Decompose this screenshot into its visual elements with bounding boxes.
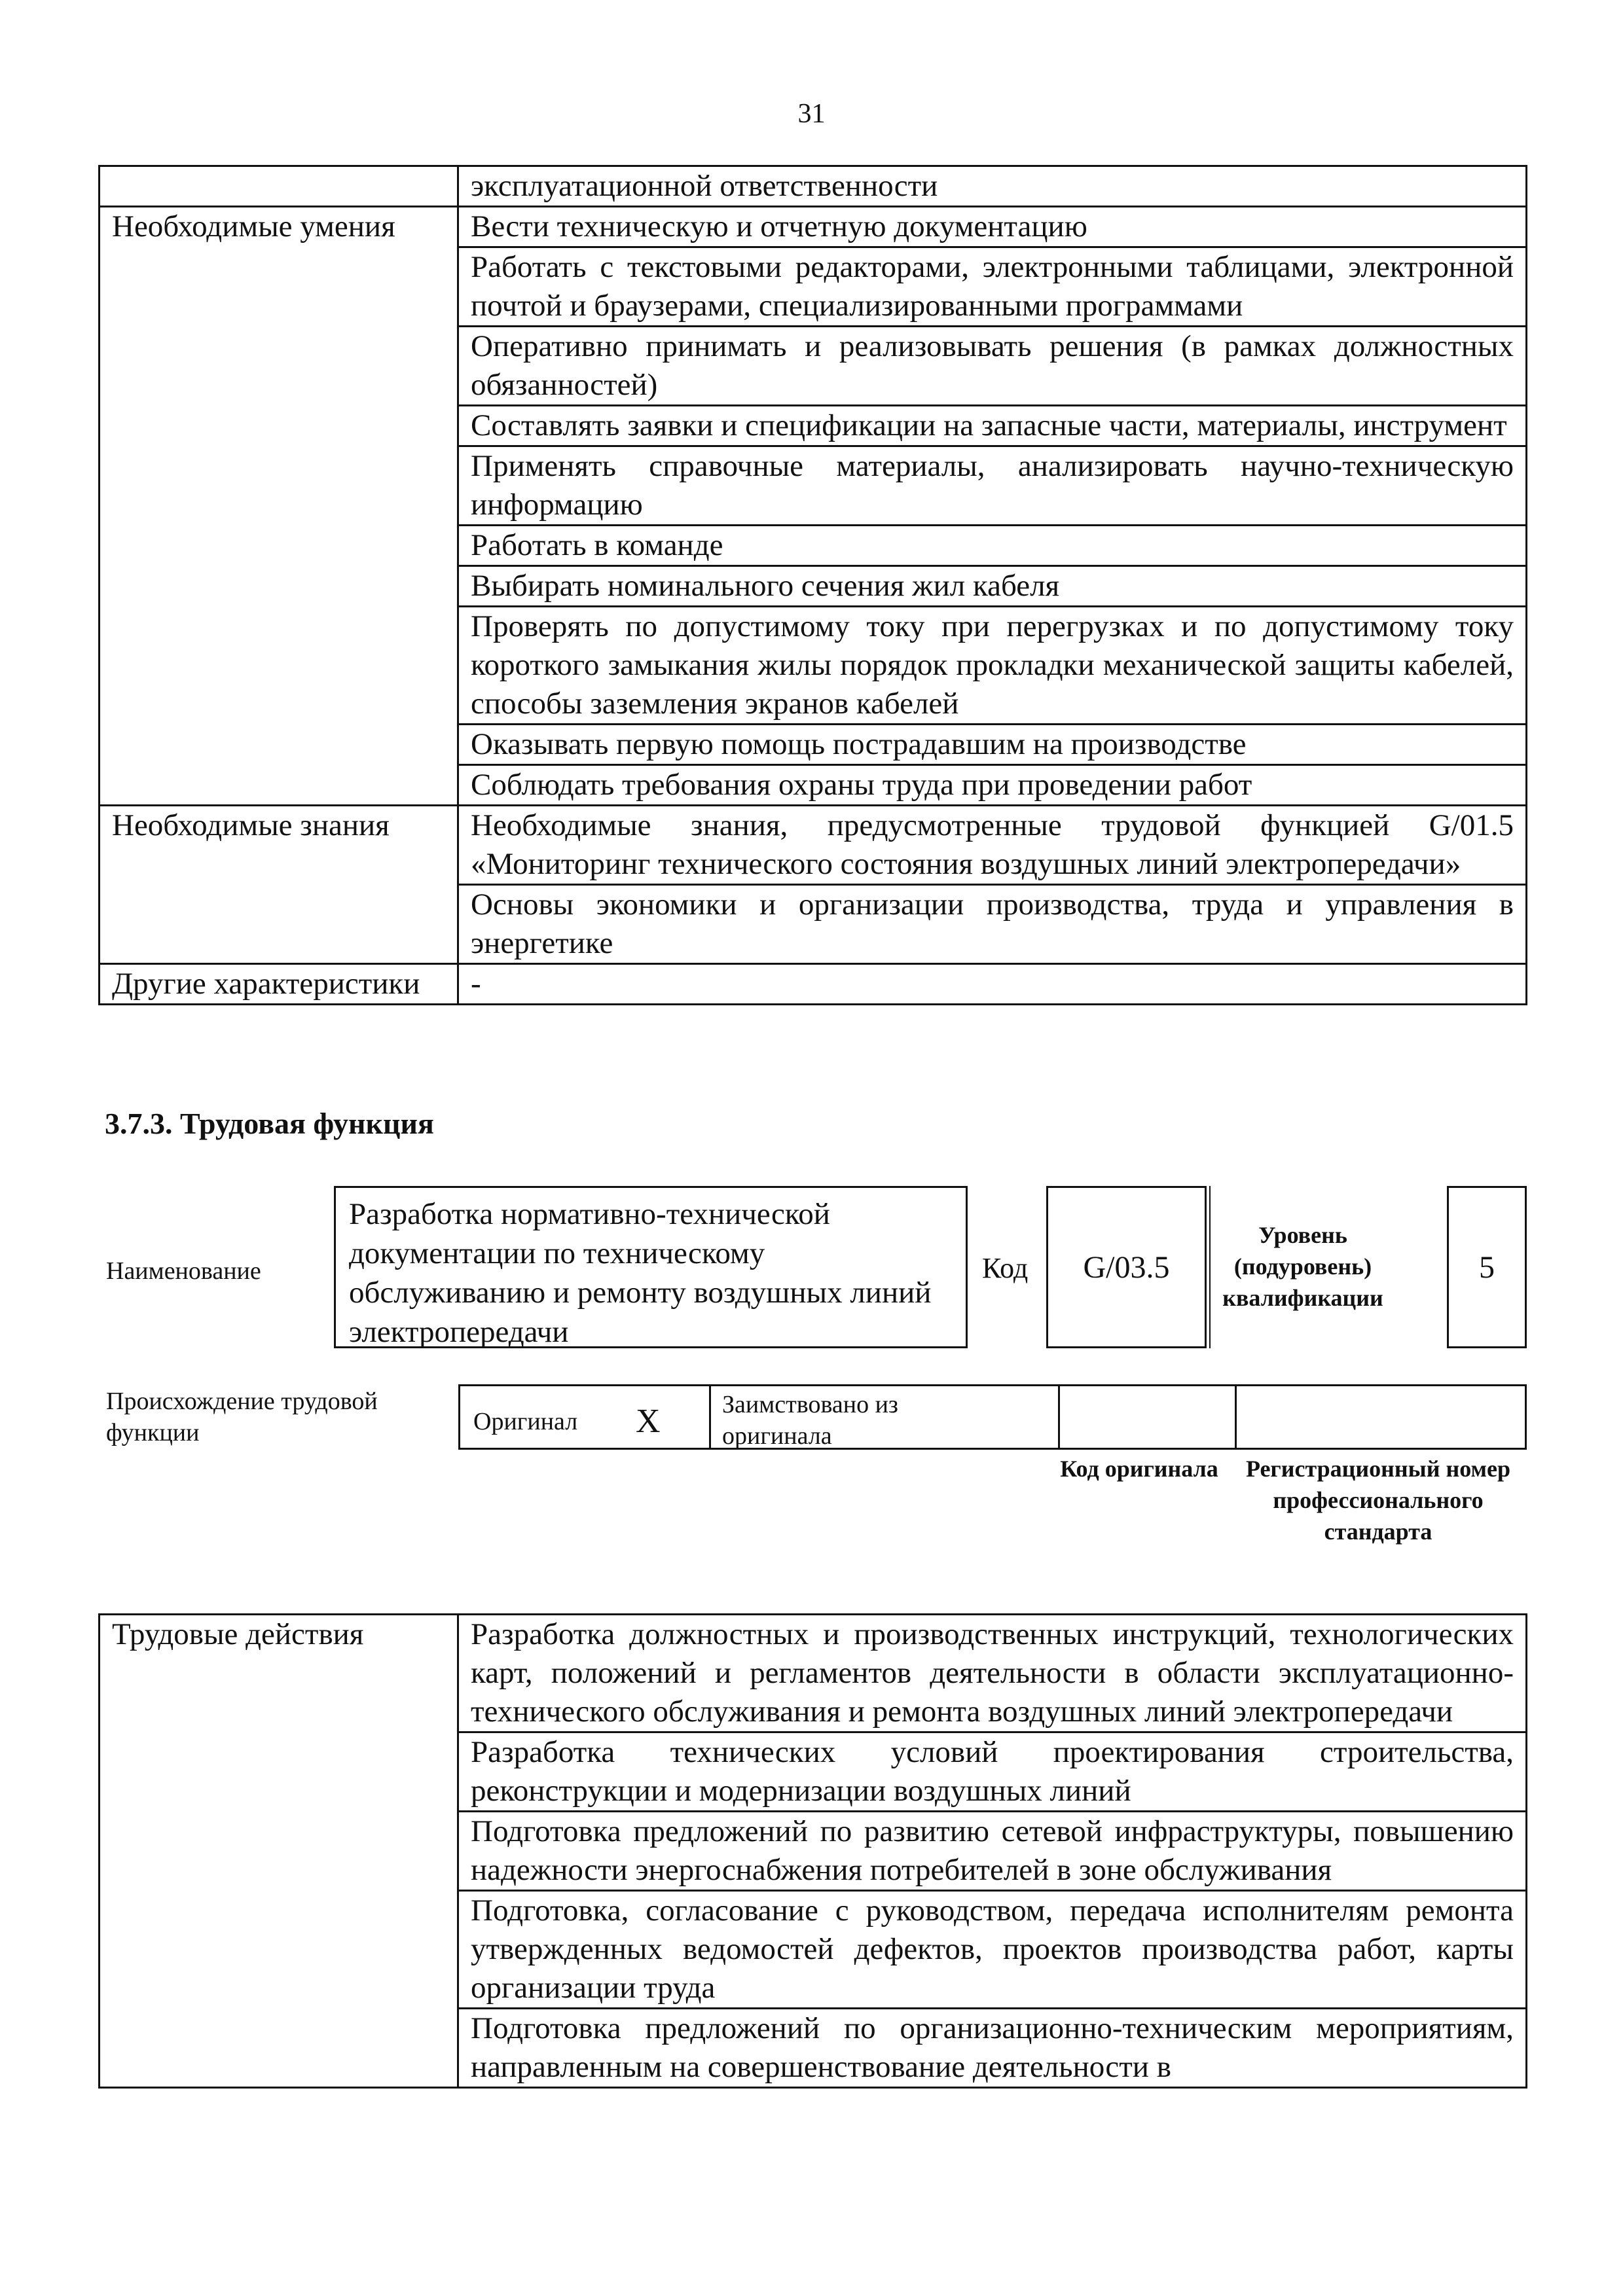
table-cell: Работать с текстовыми редакторами, электронными таблицами, электронной почтой и браузерами, специализированными программами bbox=[458, 247, 1527, 327]
section-title: 3.7.3. Трудовая функция bbox=[105, 1107, 434, 1140]
table-cell: - bbox=[458, 964, 1527, 1005]
table-cell: Работать в команде bbox=[458, 526, 1527, 566]
row-label-actions: Трудовые действия bbox=[100, 1615, 458, 2088]
table-cell: Проверять по допустимому току при перегрузках и по допустимому току короткого замыкания жилы порядок прокладки механической защиты кабелей, способы заземления экранов кабелей bbox=[458, 607, 1527, 725]
level-box bbox=[1447, 1186, 1527, 1348]
table-cell: Подготовка предложений по организационно-техническим мероприятиям, направленным на совершенствование деятельности в bbox=[458, 2009, 1527, 2088]
table-cell: Соблюдать требования охраны труда при проведении работ bbox=[458, 765, 1527, 806]
row-label-other: Другие характеристики bbox=[100, 964, 458, 1005]
level-value: 5 bbox=[1479, 1249, 1495, 1285]
function-name-value: Разработка нормативно-технической документации по техническому обслуживанию и ремонту воздушных линий электропередачи bbox=[349, 1197, 932, 1349]
table-cell: Разработка технических условий проектирования строительства, реконструкции и модернизации воздушных линий bbox=[458, 1732, 1527, 1812]
table-row bbox=[100, 207, 1527, 247]
table-cell: Разработка должностных и производственных инструкций, технологических карт, положений и регламентов деятельности в области эксплуатационно-технического обслуживания и ремонта воздушных линий электропередачи bbox=[458, 1615, 1527, 1732]
table-cell: Оперативно принимать и реализовывать решения (в рамках должностных обязанностей) bbox=[458, 327, 1527, 406]
function-name-box bbox=[334, 1186, 968, 1348]
cell-divider bbox=[1235, 1386, 1237, 1448]
table-row bbox=[100, 166, 1527, 207]
table-cell: Основы экономики и организации производства, труда и управления в энергетике bbox=[458, 885, 1527, 964]
table-cell: Подготовка, согласование с руководством, передача исполнителям ремонта утвержденных ведомостей дефектов, проектов производства работ, карты организации труда bbox=[458, 1891, 1527, 2009]
page-number: 31 bbox=[797, 99, 826, 129]
table-cell: Подготовка предложений по развитию сетевой инфраструктуры, повышению надежности энергоснабжения потребителей в зоне обслуживания bbox=[458, 1812, 1527, 1891]
table-cell: Оказывать первую помощь пострадавшим на производстве bbox=[458, 725, 1527, 765]
borrowed-label: Заимствовано из оригинала bbox=[722, 1391, 898, 1450]
cell-divider bbox=[709, 1386, 711, 1448]
code-label: Код bbox=[982, 1252, 1029, 1284]
code-caption: Код оригинала bbox=[1060, 1456, 1218, 1482]
original-label: Оригинал bbox=[473, 1408, 578, 1435]
table-cell: Составлять заявки и спецификации на запасные части, материалы, инструмент bbox=[458, 406, 1527, 446]
row-label bbox=[100, 166, 458, 207]
table-row bbox=[100, 806, 1527, 885]
original-mark: X bbox=[636, 1403, 661, 1440]
labor-actions-table bbox=[98, 1613, 1527, 2089]
table-cell: эксплуатационной ответственности bbox=[458, 166, 1527, 207]
table-cell: Применять справочные материалы, анализировать научно-техническую информацию bbox=[458, 446, 1527, 526]
table-row bbox=[100, 964, 1527, 1005]
table-cell: Выбирать номинального сечения жил кабеля bbox=[458, 566, 1527, 607]
code-value: G/03.5 bbox=[1083, 1249, 1170, 1285]
cell-divider bbox=[1058, 1386, 1060, 1448]
row-label-skills: Необходимые умения bbox=[100, 207, 458, 806]
name-label: Наименование bbox=[106, 1257, 261, 1285]
level-label: Уровень (подуровень) квалификации bbox=[1222, 1222, 1383, 1311]
table-row bbox=[100, 1615, 1527, 1732]
reg-caption: Регистрационный номер профессионального стандарта bbox=[1245, 1456, 1511, 1545]
skills-knowledge-table bbox=[98, 165, 1527, 1005]
level-divider bbox=[1209, 1186, 1211, 1348]
code-box bbox=[1046, 1186, 1207, 1348]
table-cell: Вести техническую и отчетную документацию bbox=[458, 207, 1527, 247]
origin-row bbox=[458, 1384, 1527, 1450]
origin-label: Происхождение трудовой функции bbox=[106, 1388, 378, 1446]
table-cell: Необходимые знания, предусмотренные трудовой функцией G/01.5 «Мониторинг технического состояния воздушных линий электропередачи» bbox=[458, 806, 1527, 885]
row-label-knowledge: Необходимые знания bbox=[100, 806, 458, 964]
